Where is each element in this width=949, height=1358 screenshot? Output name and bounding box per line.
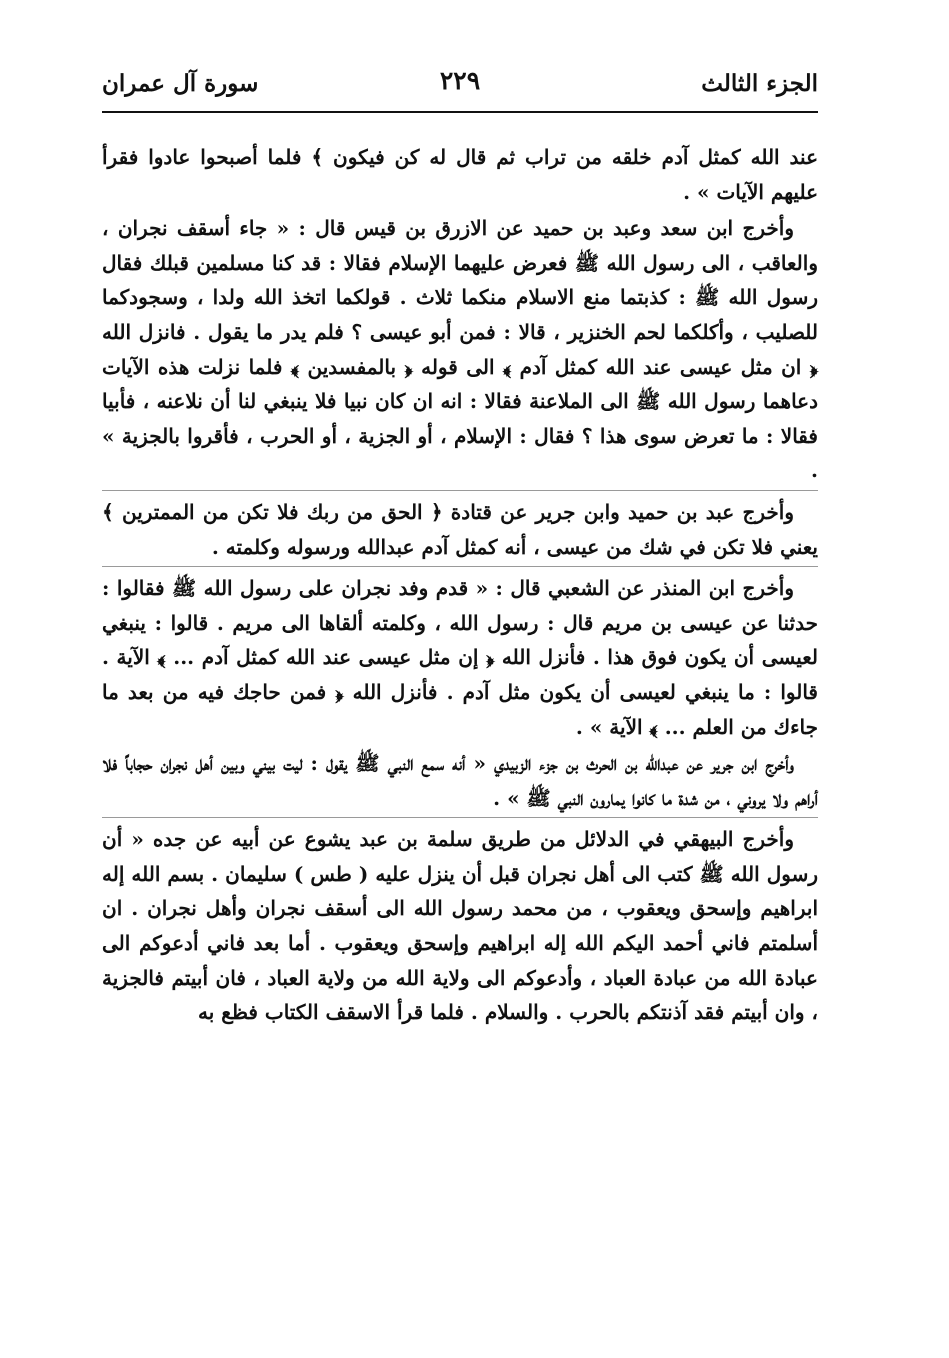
paragraph-divider — [102, 566, 818, 567]
paragraph: عند الله كمثل آدم خلقه من تراب ثم قال له كن فيكون ﴾ فلما أصبحوا عادوا فقرأ عليهم الآيات » . — [102, 145, 818, 204]
paragraph: وأخرج البيهقي في الدلائل من طريق سلمة بن عبد يشوع عن أبيه عن جده « أن رسول الله ﷺ كتب الى أهل نجران قبل أن ينزل عليه ( طس ) سليمان . بسم الله إله ابراهيم وإسحق ويعقوب ، من محمد رسول الله الى أسقف نجران وأهل نجران . ان أسلمتم فاني أحمد اليكم الله إله ابراهيم وإسحق ويعقوب . أما بعد فاني أدعوكم الى عبادة الله من عبادة العباد ، وأدعوكم الى ولاية الله من ولاية العباد ، فان أبيتم فالجزية ، وان أبيتم فقد آذنتكم بالحرب . والسلام . فلما قرأ الاسقف الكتاب فظع به — [102, 827, 818, 1025]
header-divider — [102, 111, 818, 113]
part-title: الجزء الثالث — [701, 70, 818, 97]
paragraph: وأخرج ابن جرير عن عبدالله بن الحرث بن جزء الزبيدي « أنه سمع النبي ﷺ يقول : ليت بيني وبين أهل نجران حجاباً فلا أراهم ولا يروني ، من شدة ما كانوا يمارون النبي ﷺ » . — [102, 751, 818, 810]
page-body — [102, 140, 818, 1032]
paragraph: وأخرج ابن المنذر عن الشعبي قال : « قدم وفد نجران على رسول الله ﷺ فقالوا : حدثنا عن عيسى بن مريم قال : رسول الله ، وكلمته ألقاها الى مريم . قالوا : ينبغي لعيسى أن يكون فوق هذا . فأنزل الله ﴿ إن مثل عيسى عند الله كمثل آدم ... ﴾ الآية . قالوا : ما ينبغي لعيسى أن يكون مثل آدم . فأنزل الله ﴿ فمن حاجك فيه من بعد ما جاءك من العلم ... ﴾ الآية » . — [102, 576, 818, 739]
surah-title: سورة آل عمران — [102, 70, 259, 97]
page-header — [102, 62, 818, 108]
paragraph: وأخرج عبد بن حميد وابن جرير عن قتادة ﴿ الحق من ربك فلا تكن من الممترين ﴾ يعني فلا تكن في شك من عيسى ، أنه كمثل آدم عبدالله ورسوله وكلمته . — [102, 499, 818, 559]
paragraph-divider — [102, 490, 818, 491]
page-number: ٢٢٩ — [439, 66, 481, 95]
paragraph-divider — [102, 817, 818, 818]
paragraph: وأخرج ابن سعد وعبد بن حميد عن الازرق بن قيس قال : « جاء أسقف نجران ، والعاقب ، الى رسول الله ﷺ فعرض عليهما الإسلام فقالا : قد كنا مسلمين قبلك فقال رسول الله ﷺ : كذبتما منع الاسلام منكما ثلاث . قولكما اتخذ الله ولدا ، وسجودكما للصليب ، وأكلكما لحم الخنزير ، قالا : فمن أبو عيسى ؟ فلم يدر ما يقول . فانزل الله ﴿ ان مثل عيسى عند الله كمثل آدم ﴾ الى قوله ﴿ بالمفسدين ﴾ فلما نزلت هذه الآيات دعاهما رسول الله ﷺ الى الملاعنة فقالا : انه ان كان نبيا فلا ينبغي لنا أن نلاعنه ، فأبيا فقالا : ما تعرض سوى هذا ؟ فقال : الإسلام ، أو الجزية ، أو الحرب ، فأقروا بالجزية » . — [102, 216, 818, 483]
